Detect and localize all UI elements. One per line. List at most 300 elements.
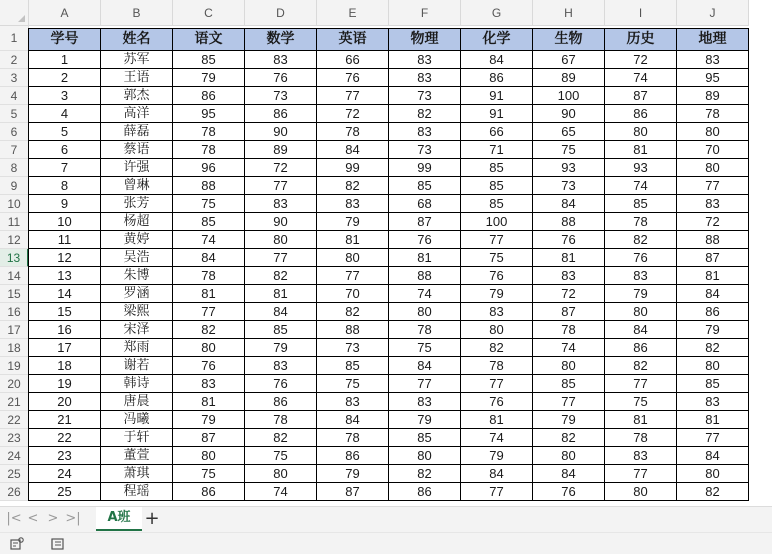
data-cell[interactable]: 72 — [677, 213, 749, 231]
data-cell[interactable]: 81 — [677, 411, 749, 429]
data-cell[interactable]: 84 — [245, 303, 317, 321]
data-cell[interactable]: 87 — [173, 429, 245, 447]
data-cell[interactable]: 78 — [173, 141, 245, 159]
data-cell[interactable]: 79 — [605, 285, 677, 303]
data-cell[interactable]: 86 — [173, 483, 245, 501]
column-header-h[interactable]: H — [533, 0, 605, 26]
data-cell[interactable]: 83 — [677, 195, 749, 213]
data-cell[interactable]: 77 — [461, 375, 533, 393]
data-cell[interactable]: 82 — [173, 321, 245, 339]
data-cell[interactable]: 83 — [677, 51, 749, 69]
data-cell[interactable]: 83 — [389, 51, 461, 69]
data-cell[interactable]: 24 — [29, 465, 101, 483]
data-cell[interactable]: 76 — [533, 483, 605, 501]
data-cell[interactable]: 74 — [461, 429, 533, 447]
column-header-c[interactable]: C — [173, 0, 245, 26]
data-cell[interactable]: 82 — [389, 465, 461, 483]
data-cell[interactable]: 78 — [677, 105, 749, 123]
data-cell[interactable]: 22 — [29, 429, 101, 447]
name-cell[interactable]: 曾琳 — [101, 177, 173, 195]
data-cell[interactable]: 80 — [605, 483, 677, 501]
data-cell[interactable]: 14 — [29, 285, 101, 303]
name-cell[interactable]: 吴浩 — [101, 249, 173, 267]
data-cell[interactable]: 84 — [677, 447, 749, 465]
data-cell[interactable]: 76 — [317, 69, 389, 87]
data-cell[interactable]: 9 — [29, 195, 101, 213]
data-cell[interactable]: 82 — [245, 429, 317, 447]
column-header-b[interactable]: B — [101, 0, 173, 26]
data-cell[interactable]: 76 — [389, 231, 461, 249]
data-cell[interactable]: 73 — [389, 87, 461, 105]
column-title-cell[interactable]: 生物 — [533, 28, 605, 51]
data-cell[interactable]: 81 — [389, 249, 461, 267]
name-cell[interactable]: 郑雨 — [101, 339, 173, 357]
name-cell[interactable]: 薛磊 — [101, 123, 173, 141]
data-cell[interactable]: 89 — [533, 69, 605, 87]
data-cell[interactable]: 75 — [461, 249, 533, 267]
name-cell[interactable]: 黄婷 — [101, 231, 173, 249]
data-cell[interactable]: 83 — [461, 303, 533, 321]
next-sheet-nav-icon[interactable]: > — [47, 511, 59, 526]
data-cell[interactable]: 79 — [461, 285, 533, 303]
data-cell[interactable]: 93 — [605, 159, 677, 177]
data-cell[interactable]: 80 — [677, 159, 749, 177]
row-header[interactable]: 21 — [0, 393, 29, 411]
data-cell[interactable]: 84 — [461, 51, 533, 69]
prev-sheet-nav-icon[interactable]: < — [27, 511, 39, 526]
data-cell[interactable]: 65 — [533, 123, 605, 141]
data-cell[interactable]: 82 — [677, 483, 749, 501]
name-cell[interactable]: 朱博 — [101, 267, 173, 285]
data-cell[interactable]: 82 — [245, 267, 317, 285]
data-cell[interactable]: 77 — [389, 375, 461, 393]
data-cell[interactable]: 84 — [533, 195, 605, 213]
data-cell[interactable]: 79 — [245, 339, 317, 357]
data-cell[interactable]: 85 — [245, 321, 317, 339]
row-header[interactable]: 4 — [0, 87, 29, 105]
data-cell[interactable]: 75 — [605, 393, 677, 411]
first-sheet-nav-icon[interactable]: |< — [6, 511, 22, 526]
data-cell[interactable]: 76 — [461, 267, 533, 285]
data-cell[interactable]: 77 — [605, 375, 677, 393]
data-cell[interactable]: 77 — [317, 267, 389, 285]
row-header[interactable]: 10 — [0, 195, 29, 213]
data-cell[interactable]: 87 — [677, 249, 749, 267]
data-cell[interactable]: 78 — [245, 411, 317, 429]
macro-recorder-icon[interactable] — [9, 536, 25, 552]
name-cell[interactable]: 于轩 — [101, 429, 173, 447]
data-cell[interactable]: 76 — [461, 393, 533, 411]
data-cell[interactable]: 79 — [317, 465, 389, 483]
data-cell[interactable]: 75 — [173, 195, 245, 213]
data-cell[interactable]: 85 — [389, 429, 461, 447]
data-cell[interactable]: 74 — [533, 339, 605, 357]
column-header-e[interactable]: E — [317, 0, 389, 26]
data-cell[interactable]: 66 — [317, 51, 389, 69]
data-cell[interactable]: 81 — [533, 249, 605, 267]
name-cell[interactable]: 梁熙 — [101, 303, 173, 321]
column-title-cell[interactable]: 学号 — [29, 28, 101, 51]
data-cell[interactable]: 80 — [245, 465, 317, 483]
data-cell[interactable]: 78 — [605, 213, 677, 231]
data-cell[interactable]: 83 — [389, 123, 461, 141]
data-cell[interactable]: 17 — [29, 339, 101, 357]
data-cell[interactable]: 84 — [389, 357, 461, 375]
row-header[interactable]: 26 — [0, 483, 29, 501]
last-sheet-nav-icon[interactable]: >| — [65, 511, 81, 526]
data-cell[interactable]: 3 — [29, 87, 101, 105]
data-cell[interactable]: 93 — [533, 159, 605, 177]
data-cell[interactable]: 82 — [461, 339, 533, 357]
data-cell[interactable]: 79 — [533, 411, 605, 429]
data-cell[interactable]: 78 — [533, 321, 605, 339]
row-header[interactable]: 1 — [0, 26, 29, 51]
data-cell[interactable]: 80 — [317, 249, 389, 267]
row-header[interactable]: 24 — [0, 447, 29, 465]
data-cell[interactable]: 85 — [533, 375, 605, 393]
data-cell[interactable]: 83 — [605, 447, 677, 465]
data-cell[interactable]: 75 — [317, 375, 389, 393]
row-header[interactable]: 22 — [0, 411, 29, 429]
row-header[interactable]: 12 — [0, 231, 29, 249]
data-cell[interactable]: 76 — [605, 249, 677, 267]
data-cell[interactable]: 95 — [677, 69, 749, 87]
data-cell[interactable]: 74 — [605, 69, 677, 87]
data-cell[interactable]: 79 — [173, 411, 245, 429]
data-cell[interactable]: 91 — [461, 105, 533, 123]
data-cell[interactable]: 76 — [245, 69, 317, 87]
data-cell[interactable]: 84 — [317, 411, 389, 429]
data-cell[interactable]: 80 — [389, 447, 461, 465]
column-title-cell[interactable]: 物理 — [389, 28, 461, 51]
data-cell[interactable]: 85 — [173, 213, 245, 231]
column-title-cell[interactable]: 英语 — [317, 28, 389, 51]
data-cell[interactable]: 80 — [173, 339, 245, 357]
data-cell[interactable]: 80 — [389, 303, 461, 321]
row-header[interactable]: 3 — [0, 69, 29, 87]
data-cell[interactable]: 8 — [29, 177, 101, 195]
data-cell[interactable]: 87 — [389, 213, 461, 231]
data-cell[interactable]: 87 — [605, 87, 677, 105]
data-cell[interactable]: 85 — [605, 195, 677, 213]
column-header-g[interactable]: G — [461, 0, 533, 26]
data-cell[interactable]: 77 — [173, 303, 245, 321]
row-header[interactable]: 5 — [0, 105, 29, 123]
column-title-cell[interactable]: 姓名 — [101, 28, 173, 51]
data-cell[interactable]: 80 — [677, 465, 749, 483]
data-cell[interactable]: 82 — [677, 339, 749, 357]
row-header[interactable]: 20 — [0, 375, 29, 393]
name-cell[interactable]: 董萱 — [101, 447, 173, 465]
data-cell[interactable]: 74 — [605, 177, 677, 195]
name-cell[interactable]: 郭杰 — [101, 87, 173, 105]
data-cell[interactable]: 77 — [533, 393, 605, 411]
data-cell[interactable]: 90 — [245, 213, 317, 231]
data-cell[interactable]: 75 — [389, 339, 461, 357]
data-cell[interactable]: 85 — [173, 51, 245, 69]
data-cell[interactable]: 13 — [29, 267, 101, 285]
data-cell[interactable]: 81 — [461, 411, 533, 429]
data-cell[interactable]: 73 — [533, 177, 605, 195]
data-cell[interactable]: 86 — [245, 393, 317, 411]
data-cell[interactable]: 85 — [461, 159, 533, 177]
name-cell[interactable]: 蔡语 — [101, 141, 173, 159]
data-cell[interactable]: 75 — [533, 141, 605, 159]
data-cell[interactable]: 85 — [461, 177, 533, 195]
data-cell[interactable]: 83 — [317, 195, 389, 213]
data-cell[interactable]: 68 — [389, 195, 461, 213]
data-cell[interactable]: 72 — [605, 51, 677, 69]
data-cell[interactable]: 80 — [605, 303, 677, 321]
data-cell[interactable]: 76 — [173, 357, 245, 375]
row-header[interactable]: 2 — [0, 51, 29, 69]
data-cell[interactable]: 18 — [29, 357, 101, 375]
column-header-d[interactable]: D — [245, 0, 317, 26]
data-cell[interactable]: 75 — [245, 447, 317, 465]
data-cell[interactable]: 74 — [245, 483, 317, 501]
row-header[interactable]: 6 — [0, 123, 29, 141]
column-title-cell[interactable]: 地理 — [677, 28, 749, 51]
data-cell[interactable]: 81 — [677, 267, 749, 285]
data-cell[interactable]: 77 — [605, 465, 677, 483]
data-cell[interactable]: 79 — [173, 69, 245, 87]
data-cell[interactable]: 86 — [605, 105, 677, 123]
data-cell[interactable]: 72 — [317, 105, 389, 123]
data-cell[interactable]: 78 — [317, 123, 389, 141]
data-cell[interactable]: 2 — [29, 69, 101, 87]
data-cell[interactable]: 81 — [317, 231, 389, 249]
data-cell[interactable]: 83 — [173, 375, 245, 393]
data-cell[interactable]: 90 — [533, 105, 605, 123]
data-cell[interactable]: 84 — [677, 285, 749, 303]
data-cell[interactable]: 80 — [677, 357, 749, 375]
data-cell[interactable]: 70 — [677, 141, 749, 159]
data-cell[interactable]: 84 — [605, 321, 677, 339]
data-cell[interactable]: 84 — [173, 249, 245, 267]
data-cell[interactable]: 86 — [461, 69, 533, 87]
data-cell[interactable]: 83 — [677, 393, 749, 411]
data-cell[interactable]: 80 — [533, 357, 605, 375]
data-cell[interactable]: 11 — [29, 231, 101, 249]
data-cell[interactable]: 76 — [245, 375, 317, 393]
data-cell[interactable]: 100 — [461, 213, 533, 231]
row-header[interactable]: 7 — [0, 141, 29, 159]
column-title-cell[interactable]: 数学 — [245, 28, 317, 51]
data-cell[interactable]: 10 — [29, 213, 101, 231]
data-cell[interactable]: 1 — [29, 51, 101, 69]
data-cell[interactable]: 83 — [245, 195, 317, 213]
data-cell[interactable]: 81 — [173, 285, 245, 303]
data-cell[interactable]: 88 — [677, 231, 749, 249]
name-cell[interactable]: 谢若 — [101, 357, 173, 375]
name-cell[interactable]: 冯曦 — [101, 411, 173, 429]
data-cell[interactable]: 4 — [29, 105, 101, 123]
data-cell[interactable]: 79 — [389, 411, 461, 429]
data-cell[interactable]: 75 — [173, 465, 245, 483]
data-cell[interactable]: 82 — [317, 177, 389, 195]
data-cell[interactable]: 99 — [389, 159, 461, 177]
data-cell[interactable]: 19 — [29, 375, 101, 393]
data-cell[interactable]: 86 — [245, 105, 317, 123]
row-header[interactable]: 18 — [0, 339, 29, 357]
data-cell[interactable]: 82 — [605, 357, 677, 375]
data-cell[interactable]: 25 — [29, 483, 101, 501]
data-cell[interactable]: 73 — [317, 339, 389, 357]
data-cell[interactable]: 66 — [461, 123, 533, 141]
data-cell[interactable]: 89 — [677, 87, 749, 105]
accessibility-icon[interactable] — [49, 536, 65, 552]
data-cell[interactable]: 5 — [29, 123, 101, 141]
data-cell[interactable]: 100 — [533, 87, 605, 105]
data-cell[interactable]: 81 — [605, 411, 677, 429]
data-cell[interactable]: 80 — [677, 123, 749, 141]
row-header[interactable]: 17 — [0, 321, 29, 339]
data-cell[interactable]: 83 — [245, 357, 317, 375]
name-cell[interactable]: 杨超 — [101, 213, 173, 231]
row-header[interactable]: 16 — [0, 303, 29, 321]
data-cell[interactable]: 86 — [605, 339, 677, 357]
column-header-a[interactable]: A — [29, 0, 101, 26]
data-cell[interactable]: 76 — [533, 231, 605, 249]
data-cell[interactable]: 72 — [533, 285, 605, 303]
data-cell[interactable]: 86 — [173, 87, 245, 105]
data-cell[interactable]: 79 — [317, 213, 389, 231]
data-cell[interactable]: 77 — [245, 177, 317, 195]
name-cell[interactable]: 罗涵 — [101, 285, 173, 303]
data-cell[interactable]: 16 — [29, 321, 101, 339]
data-cell[interactable]: 82 — [389, 105, 461, 123]
name-cell[interactable]: 高洋 — [101, 105, 173, 123]
data-cell[interactable]: 77 — [677, 177, 749, 195]
data-cell[interactable]: 83 — [317, 393, 389, 411]
data-cell[interactable]: 85 — [677, 375, 749, 393]
data-cell[interactable]: 80 — [605, 123, 677, 141]
data-cell[interactable]: 70 — [317, 285, 389, 303]
data-cell[interactable]: 73 — [245, 87, 317, 105]
data-cell[interactable]: 80 — [533, 447, 605, 465]
data-cell[interactable]: 88 — [173, 177, 245, 195]
data-cell[interactable]: 78 — [605, 429, 677, 447]
name-cell[interactable]: 张芳 — [101, 195, 173, 213]
data-cell[interactable]: 95 — [173, 105, 245, 123]
data-cell[interactable]: 78 — [173, 123, 245, 141]
row-header[interactable]: 8 — [0, 159, 29, 177]
data-cell[interactable]: 88 — [533, 213, 605, 231]
data-cell[interactable]: 71 — [461, 141, 533, 159]
data-cell[interactable]: 96 — [173, 159, 245, 177]
data-cell[interactable]: 83 — [245, 51, 317, 69]
data-cell[interactable]: 99 — [317, 159, 389, 177]
data-cell[interactable]: 83 — [533, 267, 605, 285]
select-all-corner[interactable] — [0, 0, 29, 26]
data-cell[interactable]: 80 — [173, 447, 245, 465]
data-cell[interactable]: 74 — [389, 285, 461, 303]
data-cell[interactable]: 77 — [677, 429, 749, 447]
data-cell[interactable]: 86 — [317, 447, 389, 465]
row-header[interactable]: 11 — [0, 213, 29, 231]
add-sheet-button[interactable]: + — [144, 508, 160, 529]
data-cell[interactable]: 91 — [461, 87, 533, 105]
data-cell[interactable]: 6 — [29, 141, 101, 159]
data-cell[interactable]: 77 — [461, 483, 533, 501]
data-cell[interactable]: 23 — [29, 447, 101, 465]
data-cell[interactable]: 82 — [605, 231, 677, 249]
data-cell[interactable]: 87 — [533, 303, 605, 321]
name-cell[interactable]: 许强 — [101, 159, 173, 177]
name-cell[interactable]: 萧琪 — [101, 465, 173, 483]
row-header[interactable]: 25 — [0, 465, 29, 483]
data-cell[interactable]: 88 — [389, 267, 461, 285]
row-header[interactable]: 23 — [0, 429, 29, 447]
data-cell[interactable]: 82 — [533, 429, 605, 447]
data-cell[interactable]: 15 — [29, 303, 101, 321]
sheet-tab-a-class[interactable]: A班 — [96, 507, 142, 531]
data-cell[interactable]: 86 — [677, 303, 749, 321]
data-cell[interactable]: 82 — [317, 303, 389, 321]
data-cell[interactable]: 78 — [389, 321, 461, 339]
data-cell[interactable]: 85 — [389, 177, 461, 195]
row-header[interactable]: 15 — [0, 285, 29, 303]
data-cell[interactable]: 79 — [461, 447, 533, 465]
data-cell[interactable]: 89 — [245, 141, 317, 159]
data-cell[interactable]: 80 — [245, 231, 317, 249]
data-cell[interactable]: 83 — [389, 69, 461, 87]
name-cell[interactable]: 王语 — [101, 69, 173, 87]
column-title-cell[interactable]: 化学 — [461, 28, 533, 51]
column-title-cell[interactable]: 历史 — [605, 28, 677, 51]
data-cell[interactable]: 12 — [29, 249, 101, 267]
data-cell[interactable]: 77 — [461, 231, 533, 249]
name-cell[interactable]: 韩诗 — [101, 375, 173, 393]
row-header[interactable]: 19 — [0, 357, 29, 375]
data-cell[interactable]: 81 — [173, 393, 245, 411]
data-cell[interactable]: 81 — [245, 285, 317, 303]
column-header-i[interactable]: I — [605, 0, 677, 26]
column-title-cell[interactable]: 语文 — [173, 28, 245, 51]
data-cell[interactable]: 78 — [461, 357, 533, 375]
data-cell[interactable]: 85 — [317, 357, 389, 375]
row-header[interactable]: 13 — [0, 249, 29, 267]
data-cell[interactable]: 80 — [461, 321, 533, 339]
data-cell[interactable]: 79 — [677, 321, 749, 339]
data-cell[interactable]: 73 — [389, 141, 461, 159]
data-cell[interactable]: 85 — [461, 195, 533, 213]
row-header[interactable]: 9 — [0, 177, 29, 195]
data-cell[interactable]: 72 — [245, 159, 317, 177]
data-cell[interactable]: 77 — [317, 87, 389, 105]
column-header-f[interactable]: F — [389, 0, 461, 26]
row-header[interactable]: 14 — [0, 267, 29, 285]
data-cell[interactable]: 86 — [389, 483, 461, 501]
column-header-j[interactable]: J — [677, 0, 749, 26]
data-cell[interactable]: 83 — [605, 267, 677, 285]
data-cell[interactable]: 87 — [317, 483, 389, 501]
data-cell[interactable]: 20 — [29, 393, 101, 411]
name-cell[interactable]: 程瑶 — [101, 483, 173, 501]
data-cell[interactable]: 84 — [317, 141, 389, 159]
data-cell[interactable]: 78 — [173, 267, 245, 285]
data-cell[interactable]: 77 — [245, 249, 317, 267]
data-cell[interactable]: 84 — [533, 465, 605, 483]
name-cell[interactable]: 唐晨 — [101, 393, 173, 411]
data-cell[interactable]: 84 — [461, 465, 533, 483]
data-cell[interactable]: 83 — [389, 393, 461, 411]
data-cell[interactable]: 78 — [317, 429, 389, 447]
data-cell[interactable]: 7 — [29, 159, 101, 177]
name-cell[interactable]: 苏军 — [101, 51, 173, 69]
data-cell[interactable]: 67 — [533, 51, 605, 69]
data-cell[interactable]: 21 — [29, 411, 101, 429]
